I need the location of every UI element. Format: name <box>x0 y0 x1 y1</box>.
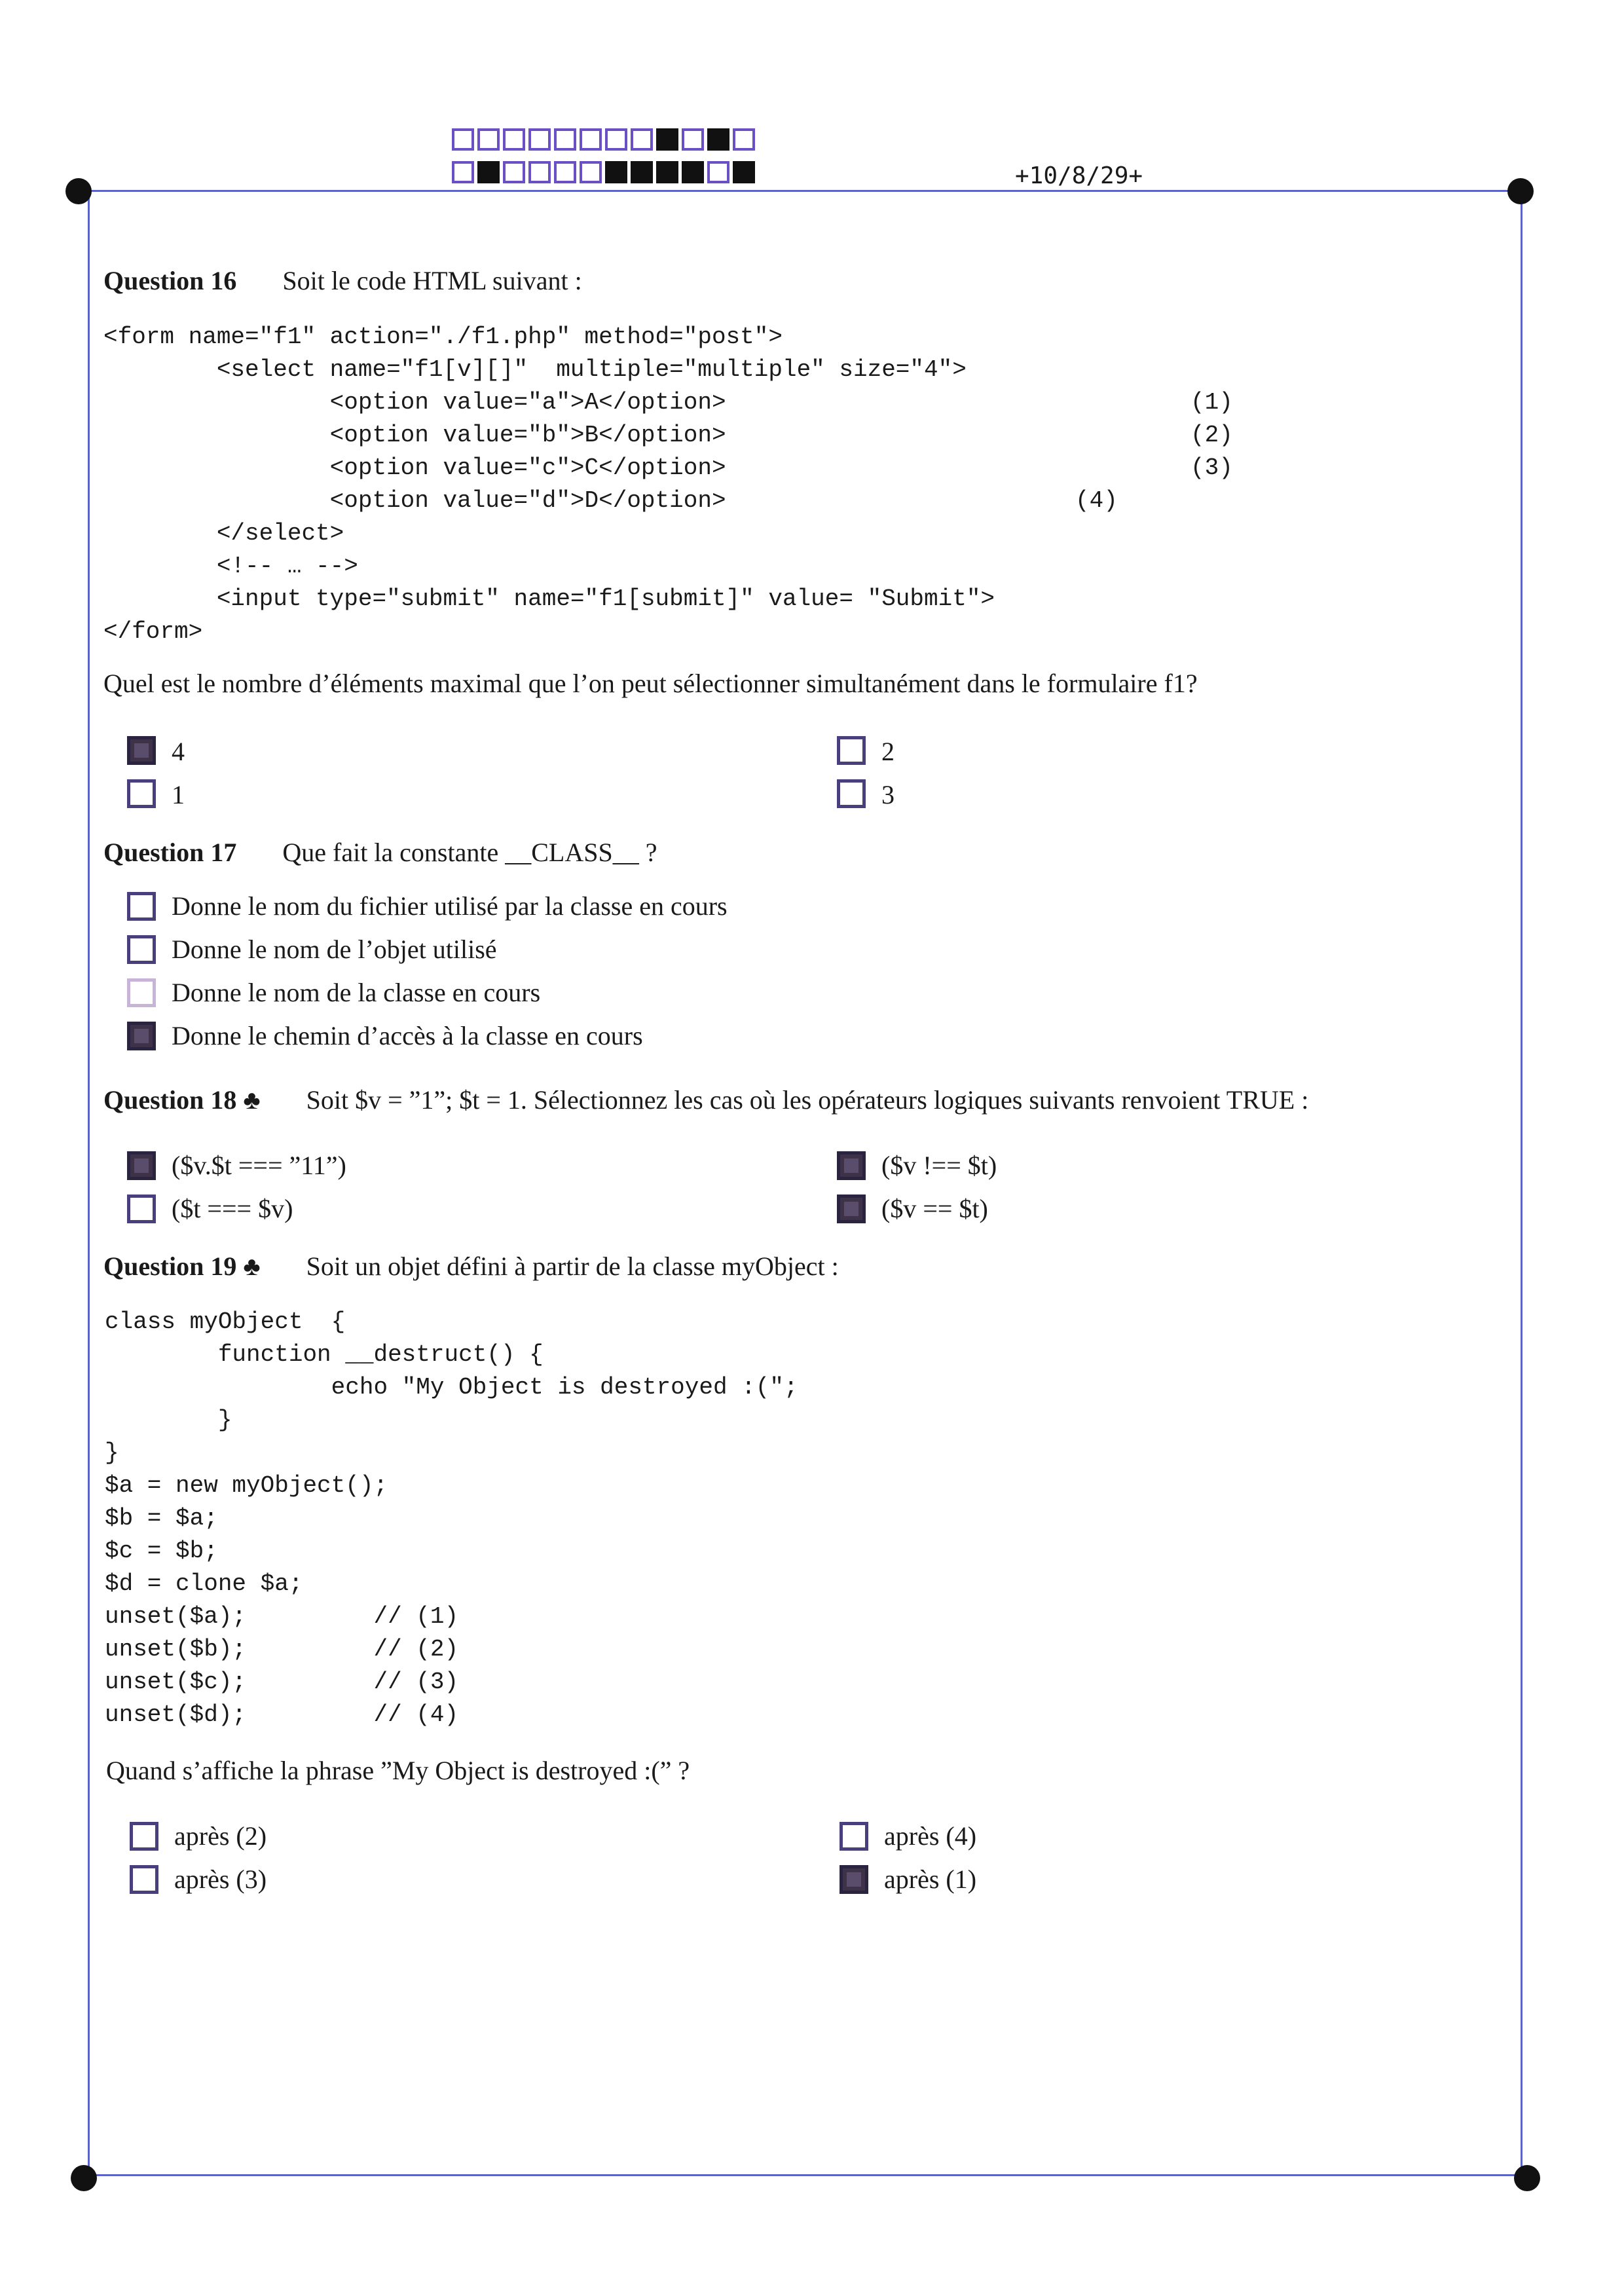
corner-mark-top-left <box>65 178 92 204</box>
page-id: +10/8/29+ <box>1015 162 1143 189</box>
q16-option-2-checkbox[interactable] <box>837 736 866 765</box>
q18-label: Question 18 ♣ <box>103 1085 261 1115</box>
q16-marker-1: (1) <box>1190 389 1233 416</box>
frame-right-line <box>1521 190 1522 2181</box>
q19-option-1-checkbox[interactable] <box>130 1822 158 1851</box>
q18-option-1-checkbox[interactable] <box>127 1151 156 1180</box>
q18-option-1-label: ($v.$t === ”11”) <box>172 1151 346 1180</box>
q16-option-3-label: 3 <box>881 780 895 809</box>
q17-prompt: Que fait la constante __CLASS__ ? <box>282 838 657 867</box>
q16-question: Quel est le nombre d’éléments maximal que l’on peut sélectionner simultanément dans le formulaire f1? <box>103 669 1198 698</box>
q16-marker-2: (2) <box>1190 422 1233 449</box>
q19-question: Quand s’affiche la phrase ”My Object is destroyed :(” ? <box>106 1756 690 1785</box>
q17-option-3-label: Donne le nom de la classe en cours <box>172 978 541 1007</box>
q19-code-line-9: $d = clone $a; <box>105 1570 303 1597</box>
q19-option-1-label: après (2) <box>174 1821 267 1851</box>
q19-option-2-checkbox[interactable] <box>130 1865 158 1894</box>
q19-code-line-11: unset($b); // (2) <box>105 1636 459 1663</box>
q18-option-2-label: ($t === $v) <box>172 1194 293 1223</box>
frame-bottom-line <box>84 2174 1528 2176</box>
q16-code-line-7: </select> <box>103 520 344 547</box>
q17-option-1-label: Donne le nom du fichier utilisé par la classe en cours <box>172 891 728 921</box>
q19-prompt: Soit un objet défini à partir de la classe myObject : <box>306 1251 839 1281</box>
q19-label: Question 19 ♣ <box>103 1251 261 1281</box>
q17-option-3-checkbox[interactable] <box>127 978 156 1007</box>
q18-prompt: Soit $v = ”1”; $t = 1. Sélectionnez les cas où les opérateurs logiques suivants renvoient TRUE : <box>306 1085 1309 1115</box>
corner-mark-bottom-left <box>71 2165 97 2191</box>
q16-marker-4: (4) <box>1075 487 1118 514</box>
q17-heading <box>103 837 657 868</box>
q19-code-line-6: $a = new myObject(); <box>105 1472 388 1499</box>
frame-left-line <box>88 190 90 2181</box>
q17-option-1-checkbox[interactable] <box>127 892 156 921</box>
q16-option-3-checkbox[interactable] <box>837 779 866 808</box>
q17-option-4-label: Donne le chemin d’accès à la classe en cours <box>172 1021 643 1050</box>
q16-option-4-checkbox[interactable] <box>127 736 156 765</box>
q19-code-line-5: } <box>105 1439 119 1466</box>
q19-code-line-1: class myObject { <box>105 1308 346 1335</box>
q19-heading <box>103 1251 839 1282</box>
q19-code-line-3: echo "My Object is destroyed :("; <box>105 1374 798 1401</box>
q18-option-3-checkbox[interactable] <box>837 1151 866 1180</box>
q17-label: Question 17 <box>103 838 237 867</box>
q17-option-2-label: Donne le nom de l’objet utilisé <box>172 935 497 964</box>
q16-code-line-6: <option value="d">D</option> <box>103 487 726 514</box>
q19-option-3-checkbox[interactable] <box>840 1822 868 1851</box>
q18-heading <box>103 1084 1308 1115</box>
q19-code-line-13: unset($d); // (4) <box>105 1701 459 1728</box>
q16-label: Question 16 <box>103 266 237 295</box>
id-code-row-2 <box>452 161 758 183</box>
corner-mark-top-right <box>1507 178 1534 204</box>
q16-code-line-8: <!-- … --> <box>103 553 358 580</box>
q18-option-2-checkbox[interactable] <box>127 1194 156 1223</box>
q19-code-line-10: unset($a); // (1) <box>105 1603 459 1630</box>
q19-option-4-label: après (1) <box>884 1864 977 1894</box>
q18-option-4-checkbox[interactable] <box>837 1194 866 1223</box>
id-code-row-1 <box>452 128 758 151</box>
q16-code-line-9: <input type="submit" name="f1[submit]" value= "Submit"> <box>103 585 995 612</box>
frame-top-line <box>79 190 1524 192</box>
q16-code-line-2: <select name="f1[v][]" multiple="multiple" size="4"> <box>103 356 967 383</box>
q16-prompt: Soit le code HTML suivant : <box>282 266 582 295</box>
q16-option-2-label: 2 <box>881 737 895 766</box>
q16-option-1-label: 1 <box>172 780 185 809</box>
q16-code-line-10: </form> <box>103 618 203 645</box>
q16-option-4-label: 4 <box>172 737 185 766</box>
corner-mark-bottom-right <box>1514 2165 1540 2191</box>
q16-code-line-5: <option value="c">C</option> <box>103 454 726 481</box>
q18-option-3-label: ($v !== $t) <box>881 1151 997 1180</box>
q16-marker-3: (3) <box>1190 454 1233 481</box>
q17-option-4-checkbox[interactable] <box>127 1022 156 1050</box>
q19-code-line-2: function __destruct() { <box>105 1341 544 1368</box>
q18-option-4-label: ($v == $t) <box>881 1194 988 1223</box>
q19-code-line-4: } <box>105 1407 232 1434</box>
q19-code-line-7: $b = $a; <box>105 1505 218 1532</box>
q16-heading <box>103 265 582 296</box>
q19-code-line-12: unset($c); // (3) <box>105 1669 459 1695</box>
q19-option-3-label: après (4) <box>884 1821 977 1851</box>
q19-code-line-8: $c = $b; <box>105 1538 218 1565</box>
q16-code-line-3: <option value="a">A</option> <box>103 389 726 416</box>
q16-code-line-4: <option value="b">B</option> <box>103 422 726 449</box>
q19-option-2-label: après (3) <box>174 1864 267 1894</box>
q19-option-4-checkbox[interactable] <box>840 1865 868 1894</box>
q17-option-2-checkbox[interactable] <box>127 935 156 964</box>
q16-code-line-1: <form name="f1" action="./f1.php" method="post"> <box>103 324 783 350</box>
q16-option-1-checkbox[interactable] <box>127 779 156 808</box>
